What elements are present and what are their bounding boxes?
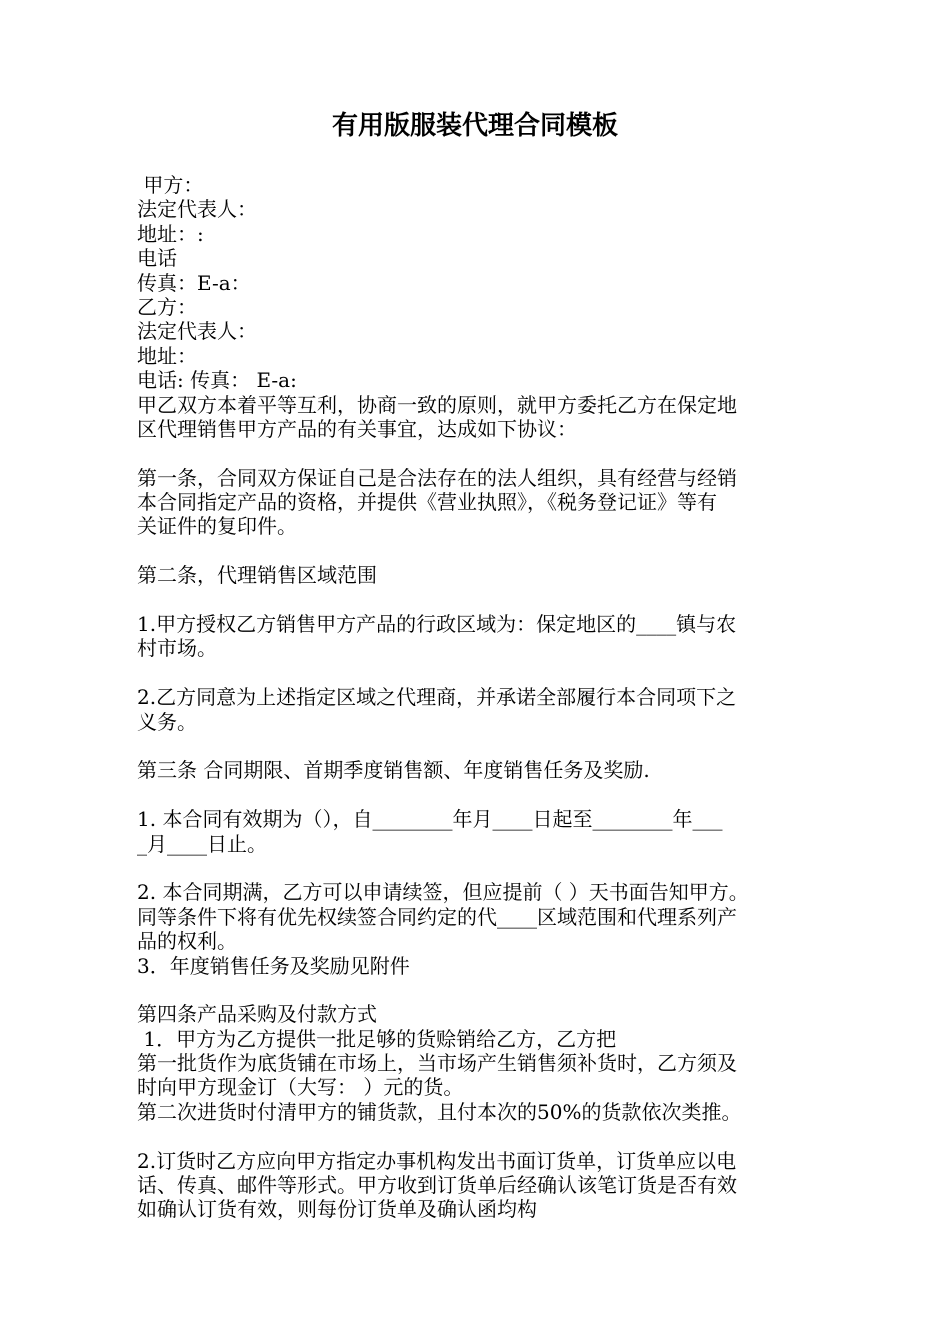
text-line: 品的权利。 (137, 929, 237, 954)
text-line: 3．年度销售任务及奖励见附件 (137, 953, 410, 978)
blank-line (137, 856, 857, 880)
blank-line (137, 1124, 857, 1148)
text-line: 甲乙双方本着平等互利，协商一致的原则，就甲方委托乙方在保定地 (137, 392, 737, 417)
text-line: 话、传真、邮件等形式。甲方收到订货单后经确认该笔订货是否有效 (137, 1173, 737, 1198)
blank-line (137, 661, 857, 685)
document-title: 有用版服装代理合同模板 (331, 111, 618, 141)
text-line: 义务。 (137, 709, 197, 734)
text-line: 传真：E-a： (137, 270, 251, 295)
text-line: 同等条件下将有优先权续签合同约定的代____区域范围和代理系列产 (137, 904, 737, 929)
text-line: 法定代表人： (137, 197, 257, 222)
text-line: 第三条 合同期限、首期季度销售额、年度销售任务及奖励. (137, 758, 650, 783)
text-line: 2.订货时乙方应向甲方指定办事机构发出书面订货单，订货单应以电 (137, 1148, 737, 1173)
blank-line (137, 441, 857, 465)
text-line: 2. 本合同期满，乙方可以申请续签，但应提前（ ）天书面告知甲方。 (137, 880, 749, 905)
blank-line (137, 588, 857, 612)
text-line: 电话: 传真： E-a: (137, 368, 297, 393)
text-line: 时向甲方现金订（大写： ）元的货。 (137, 1075, 464, 1100)
text-line: 1.甲方授权乙方销售甲方产品的行政区域为：保定地区的____镇与农 (137, 612, 737, 637)
text-line: _月____日止。 (137, 831, 267, 856)
text-line: 乙方： (137, 294, 197, 319)
text-line: 甲方： (137, 173, 204, 197)
text-line: 1．甲方为乙方提供一批足够的货赊销给乙方，乙方把 (137, 1026, 617, 1051)
text-line: 第一批货作为底货铺在市场上，当市场产生销售须补货时，乙方须及 (137, 1051, 737, 1076)
text-line: 村市场。 (137, 636, 217, 661)
document-body (137, 173, 857, 1222)
text-line: 如确认订货有效，则每份订货单及确认函均构 (137, 1197, 537, 1222)
text-line: 2.乙方同意为上述指定区域之代理商，并承诺全部履行本合同项下之 (137, 685, 737, 710)
text-line: 本合同指定产品的资格，并提供《营业执照》，《税务登记证》等有 (137, 490, 717, 515)
blank-line (137, 783, 857, 807)
text-line: 第二条，代理销售区域范围 (137, 563, 377, 588)
text-line: 关证件的复印件。 (137, 514, 297, 539)
blank-line (137, 734, 857, 758)
text-line: 电话 (137, 246, 177, 271)
text-line: 第一条，合同双方保证自己是合法存在的法人组织，具有经营与经销 (137, 465, 737, 490)
blank-line (137, 978, 857, 1002)
text-line: 法定代表人： (137, 319, 257, 344)
text-line: 区代理销售甲方产品的有关事宜，达成如下协议： (137, 416, 577, 441)
text-line: 1. 本合同有效期为（），自________年月____日起至________年___ (137, 807, 723, 832)
blank-line (137, 539, 857, 563)
text-line: 第二次进货时付清甲方的铺货款，且付本次的50%的货款依次类推。 (137, 1099, 742, 1124)
text-line: 地址：: (137, 221, 204, 246)
text-line: 地址： (137, 343, 197, 368)
text-line: 第四条产品采购及付款方式 (137, 1002, 377, 1027)
